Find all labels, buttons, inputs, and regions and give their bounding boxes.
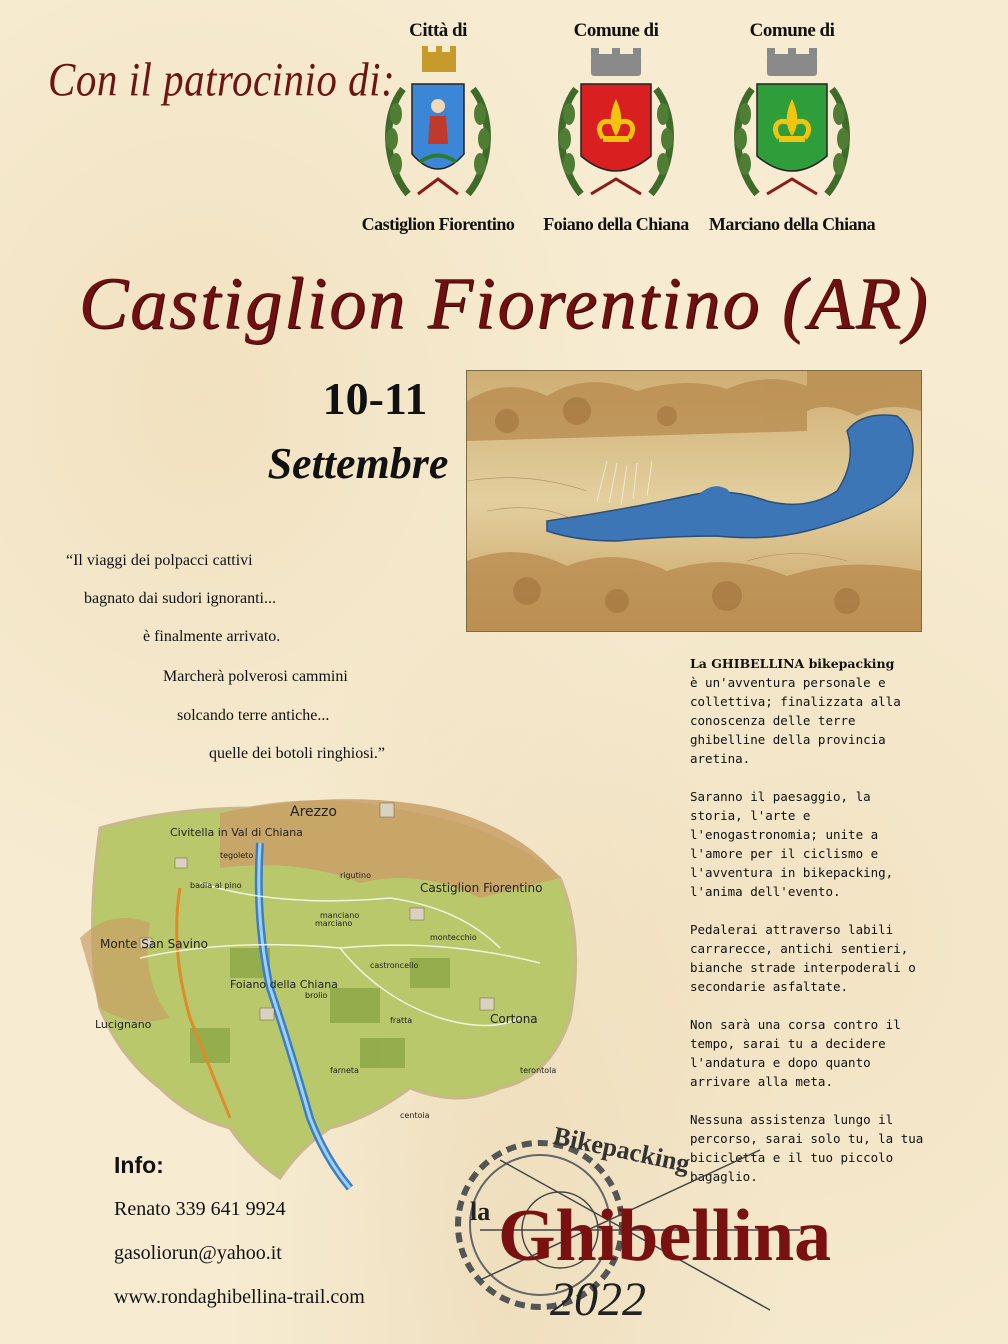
map-label-centoia: centoia: [400, 1111, 430, 1120]
coat-of-arms-icon: [727, 44, 857, 212]
crest-castiglion: [348, 18, 528, 235]
description-paragraph: Non sarà una corsa contro il tempo, sarai tu a decidere l'andatura e dopo quanto arrivare alla meta.: [690, 1017, 901, 1089]
map-label-tegoleto: tegoleto: [220, 851, 254, 860]
map-label-foiano: Foiano della Chiana: [230, 978, 338, 991]
description-lead: La GHIBELLINA bikepacking: [690, 656, 895, 671]
ghibellina-logo: [440, 1120, 880, 1335]
verse-line: Marcherà polverosi cammini: [163, 668, 348, 685]
description-lead-rest: è un'avventura personale e collettiva; finalizzata alla conoscenza delle terre ghibelline della provincia aretina.: [690, 675, 901, 766]
map-label-badia: badia al pino: [190, 881, 242, 890]
website-link[interactable]: www.rondaghibellina-trail.com: [114, 1286, 365, 1308]
map-label-brolio: brolio: [305, 991, 328, 1000]
map-label-monte-san-savino: Monte San Savino: [100, 937, 208, 951]
logo-year-text: 2022: [550, 1273, 646, 1326]
verse-line: “Il viaggi dei polpacci cattivi: [66, 552, 253, 569]
crest-top-label: Comune di: [749, 20, 835, 41]
historical-map-image: [466, 370, 922, 632]
verse-line: è finalmente arrivato.: [143, 628, 281, 645]
patronage-title: Con il patrocinio di:: [48, 53, 396, 107]
contact-email[interactable]: gasoliorun@yahoo.it: [114, 1242, 282, 1264]
crest-top-label: Comune di: [573, 20, 659, 41]
map-label-marciano: marciano: [315, 919, 353, 928]
crest-top-label: Città di: [409, 20, 467, 41]
crest-bottom-label: Foiano della Chiana: [543, 214, 689, 234]
map-label-castroncello: castroncello: [370, 961, 419, 970]
map-label-terontola: terontola: [520, 1066, 557, 1075]
event-month: Settembre: [267, 439, 449, 488]
description-paragraph: Saranno il paesaggio, la storia, l'arte e l'enogastronomia; unite a l'amore per il ciclismo e l'avventura in bikepacking, l'anima dell'evento.: [690, 789, 894, 899]
verse-line: bagnato dai sudori ignoranti...: [84, 590, 276, 607]
map-label-montecchio: montecchio: [430, 933, 477, 942]
map-label-farneta: farneta: [330, 1066, 359, 1075]
description-paragraph: Nessuna assistenza lungo il percorso, sarai solo tu, la tua bicicletta e il tuo piccolo bagaglio.: [690, 1112, 924, 1184]
verse-line: solcando terre antiche...: [177, 707, 330, 724]
verse-line: quelle dei botoli ringhiosi.”: [209, 745, 385, 762]
description-paragraph: Pedalerai attraverso labili carrarecce, antichi sentieri, bianche strade interpoderali o secondarie asfaltate.: [690, 922, 916, 994]
logo-la-text: la: [470, 1197, 491, 1226]
map-label-rigutino: rigutino: [340, 871, 371, 880]
map-label-fratta: fratta: [390, 1016, 413, 1025]
crest-bottom-label: Castiglion Fiorentino: [361, 214, 515, 234]
info-title: Info:: [114, 1152, 164, 1178]
coat-of-arms-icon: [551, 44, 681, 212]
crest-bottom-label: Marciano della Chiana: [708, 214, 876, 234]
map-label-cortona: Cortona: [490, 1012, 538, 1026]
event-days: 10-11: [322, 373, 428, 424]
coat-of-arms-icon: [378, 44, 498, 212]
logo-name-text: Ghibellina: [498, 1195, 832, 1277]
crest-marciano: [702, 18, 882, 235]
map-label-lucignano: Lucignano: [95, 1018, 152, 1031]
contact-phone: Renato 339 641 9924: [114, 1198, 286, 1220]
crest-foiano: [526, 18, 706, 235]
map-label-castiglion: Castiglion Fiorentino: [420, 881, 543, 895]
event-title: Castiglion Fiorentino (AR): [78, 263, 930, 345]
logo-bikepacking-text: Bikepacking: [550, 1120, 693, 1179]
map-label-arezzo: Arezzo: [290, 804, 337, 820]
map-label-civitella: Civitella in Val di Chiana: [170, 826, 303, 839]
map-label-manciano: manciano: [320, 911, 360, 920]
